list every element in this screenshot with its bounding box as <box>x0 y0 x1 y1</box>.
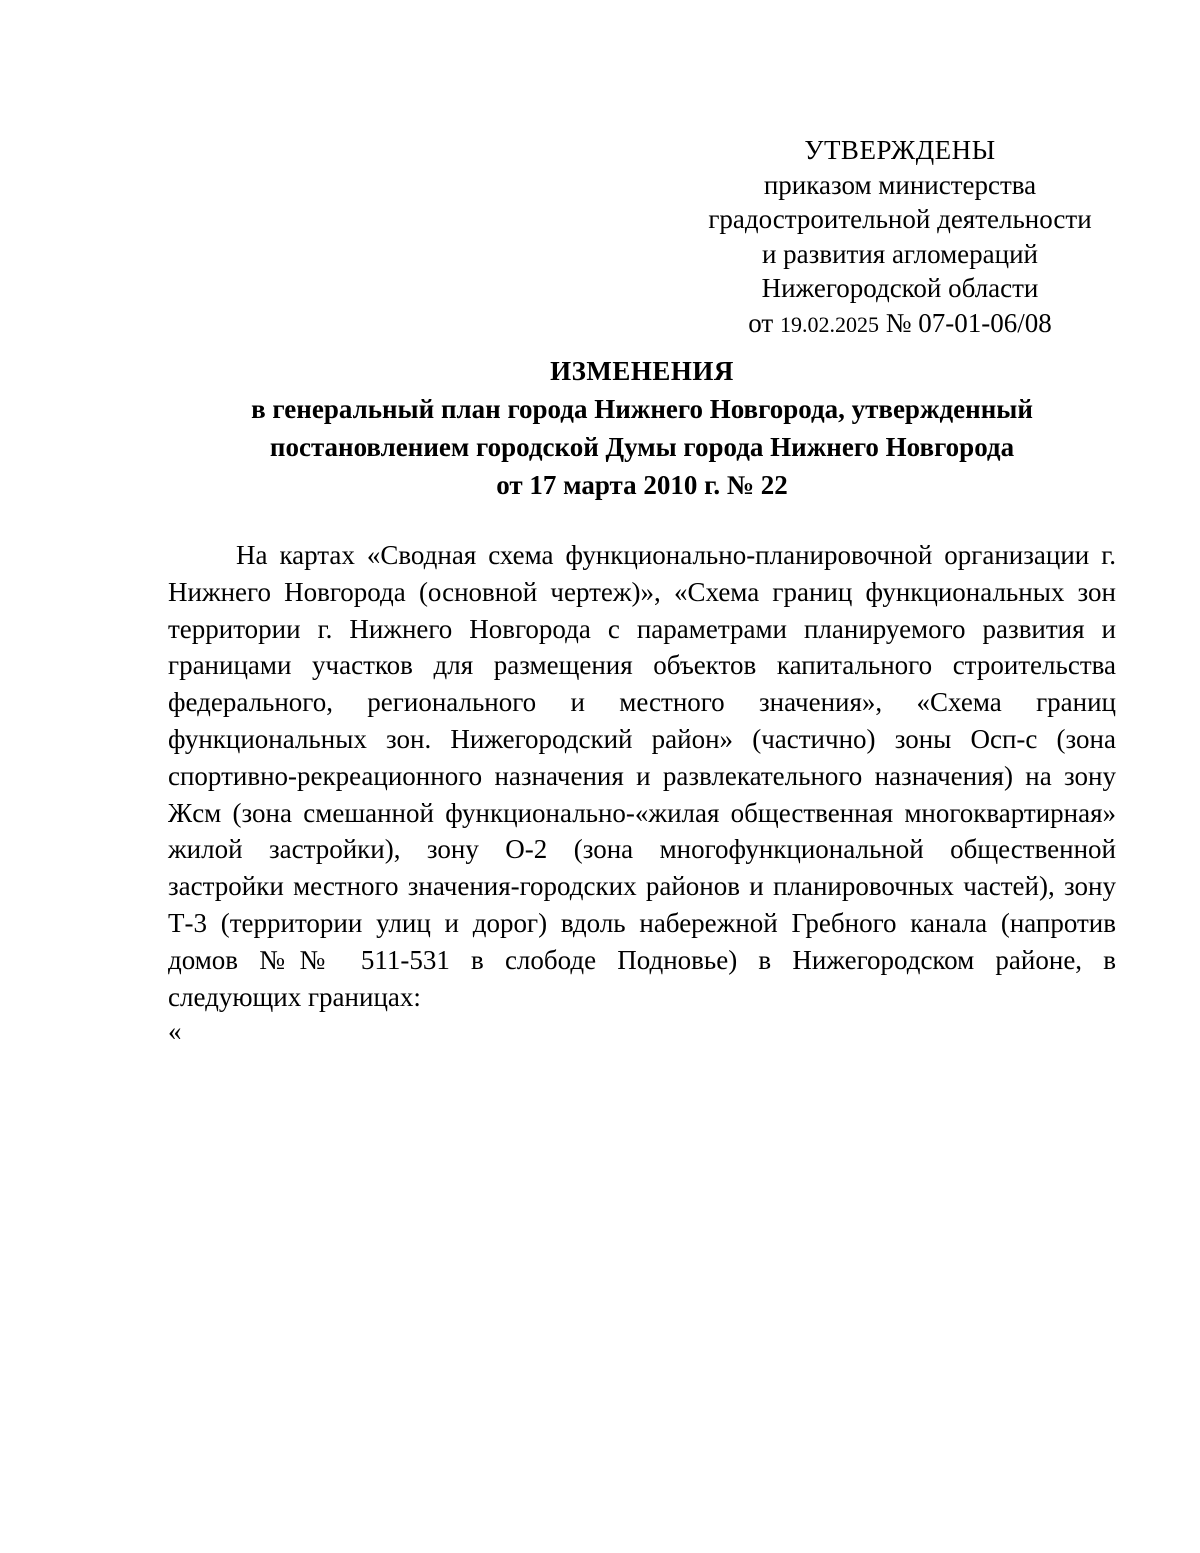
body-line: функциональных зон. Нижегородский район» (частично) зоны Осп-с (зона <box>168 723 1116 754</box>
title-main: ИЗМЕНЕНИЯ <box>550 356 734 386</box>
approval-line-4: Нижегородской области <box>761 273 1039 303</box>
body-line: Т-3 (территории улиц и дорог) вдоль набережной Гребного канала (напротив <box>168 907 1116 938</box>
body-line: следующих границах: <box>168 981 421 1012</box>
approval-block <box>690 133 1110 342</box>
title-line-3: от 17 марта 2010 г. № 22 <box>496 470 788 500</box>
body-line: Жсм (зона смешанной функционально-«жилая общественная многоквартирная» <box>168 797 1116 828</box>
body-line: территории г. Нижнего Новгорода с параметрами планируемого развития и <box>168 613 1116 644</box>
document-title <box>150 352 1134 504</box>
title-line-1: в генеральный план города Нижнего Новгорода, утвержденный <box>251 394 1033 424</box>
approval-line-1: приказом министерства <box>763 169 1037 200</box>
approval-date-prefix: от <box>748 307 774 338</box>
approval-heading: УТВЕРЖДЕНЫ <box>804 135 996 165</box>
body-line: застройки местного значения-городских районов и планировочных частей), зону <box>168 871 1116 902</box>
body-line: жилой застройки), зону О-2 (зона многофункциональной общественной <box>168 834 1116 865</box>
body-line: спортивно-рекреационного назначения и развлекательного назначения) на зону <box>168 760 1116 791</box>
title-line-2: постановлением городской Думы города Нижнего Новгорода <box>269 432 1015 462</box>
body-paragraph <box>168 537 1116 1015</box>
approval-date: 19.02.2025 <box>779 311 879 337</box>
body-line: федерального, регионального и местного значения», «Схема границ <box>168 687 1116 718</box>
body-line: домов №№ 511-531 в слободе Подновье) в Нижегородском районе, в <box>168 944 1116 975</box>
approval-line-3: и развития агломераций <box>761 238 1038 269</box>
body-line: На картах «Сводная схема функционально-планировочной организации г. <box>236 540 1116 570</box>
body-line: границами участков для размещения объектов капитального строительства <box>168 650 1116 681</box>
approval-date-line <box>690 306 1110 343</box>
opening-quote-mark: « <box>168 1016 182 1046</box>
body-line: Нижнего Новгорода (основной чертеж)», «Схема границ функциональных зон <box>168 576 1116 607</box>
approval-line-2: градостроительной деятельности <box>708 204 1092 234</box>
approval-number: № 07-01-06/08 <box>885 307 1052 338</box>
